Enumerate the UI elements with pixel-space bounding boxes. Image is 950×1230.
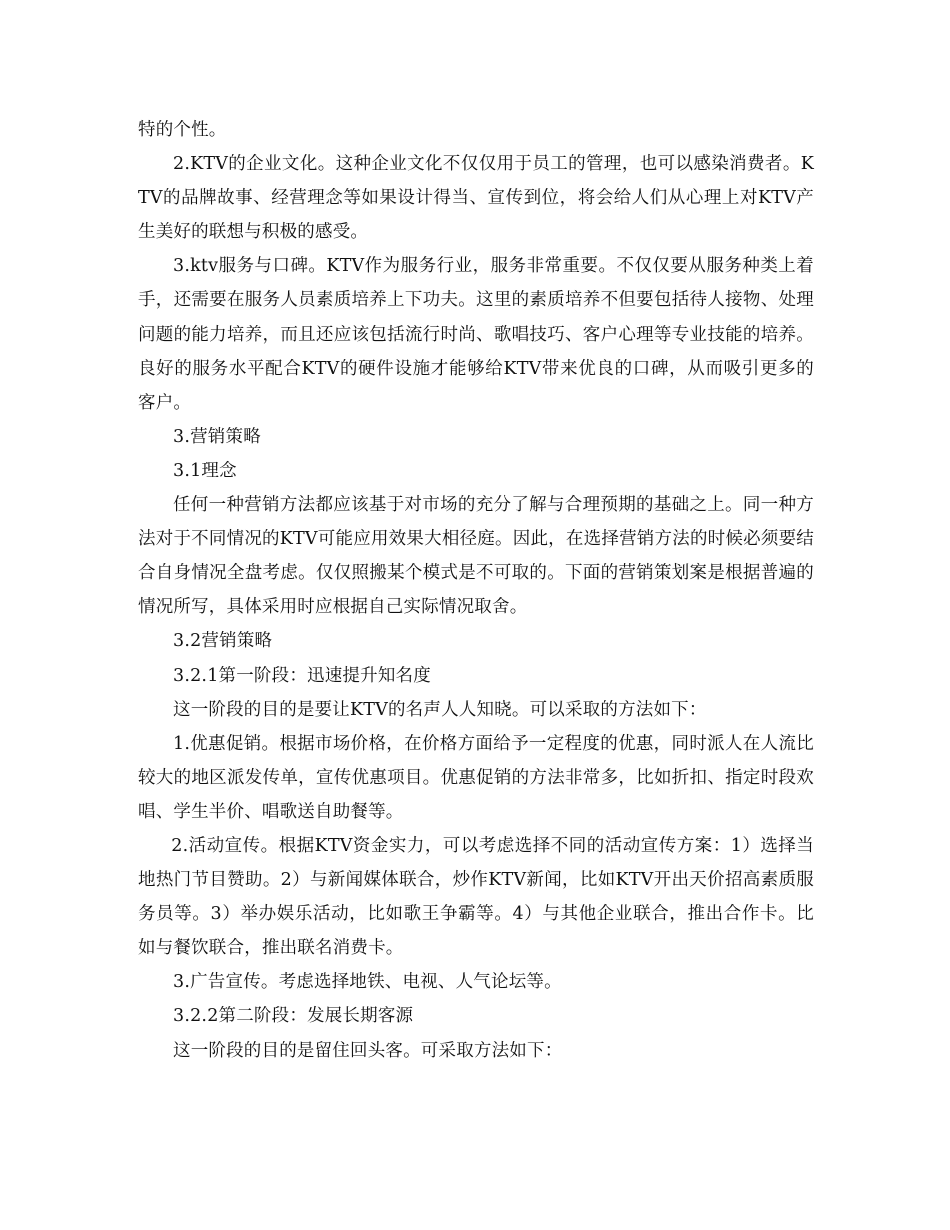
paragraph-ktv-corporate-culture: 2.KTV的企业文化。这种企业文化不仅仅用于员工的管理，也可以感染消费者。KTV的品牌故事、经营理念等如果设计得当、宣传到位，将会给人们从心理上对KTV产生美好的联想与积极的感受。 bbox=[138, 154, 814, 243]
paragraph-concept-body: 任何一种营销方法都应该基于对市场的充分了解与合理预期的基础之上。同一种方法对于不同情况的KTV可能应用效果大相径庭。因此，在选择营销方法的时候必须要结合自身情况全盘考虑。仅仅照搬某个模式是不可取的。下面的营销策划案是根据普遍的情况所写，具体采用时应根据自己实际情况取舍。 bbox=[138, 495, 814, 618]
paragraph-advertising: 3.广告宣传。考虑选择地铁、电视、人气论坛等。 bbox=[173, 972, 562, 993]
heading-stage-two: 3.2.2第二阶段：发展长期客源 bbox=[173, 1006, 414, 1027]
paragraph-stage-two-goal: 这一阶段的目的是留住回头客。可采取方法如下： bbox=[173, 1040, 563, 1061]
heading-concept: 3.1理念 bbox=[173, 460, 237, 481]
heading-stage-one: 3.2.1第一阶段：迅速提升知名度 bbox=[173, 665, 431, 686]
document-body bbox=[138, 113, 814, 1068]
paragraph-stage-one-goal: 这一阶段的目的是要让KTV的名声人人知晓。可以采取的方法如下： bbox=[173, 699, 707, 720]
heading-marketing-strategy-sub: 3.2营销策略 bbox=[173, 631, 273, 652]
heading-marketing-strategy: 3.营销策略 bbox=[173, 426, 261, 447]
paragraph-event-promotion: 2.活动宣传。根据KTV资金实力，可以考虑选择不同的活动宣传方案：1）选择当地热门节目赞助。2）与新闻媒体联合，炒作KTV新闻，比如KTV开出天价招高素质服务员等。3）举办娱乐活动，比如歌王争霸等。4）与其他企业联合，推出合作卡。比如与餐饮联合，推出联名消费卡。 bbox=[138, 835, 814, 959]
paragraph-continuation: 特的个性。 bbox=[138, 120, 227, 140]
paragraph-discount-promotion: 1.优惠促销。根据市场价格，在价格方面给予一定程度的优惠，同时派人在人流比较大的地区派发传单，宣传优惠项目。优惠促销的方法非常多，比如折扣、指定时段欢唱、学生半价、唱歌送自助餐等。 bbox=[138, 733, 814, 822]
paragraph-ktv-service-reputation: 3.ktv服务与口碑。KTV作为服务行业，服务非常重要。不仅仅要从服务种类上着手，还需要在服务人员素质培养上下功夫。这里的素质培养不但要包括待人接物、处理问题的能力培养，而且还应该包括流行时尚、歌唱技巧、客户心理等专业技能的培养。良好的服务水平配合KTV的硬件设施才能够给KTV带来优良的口碑，从而吸引更多的客户。 bbox=[138, 256, 814, 413]
